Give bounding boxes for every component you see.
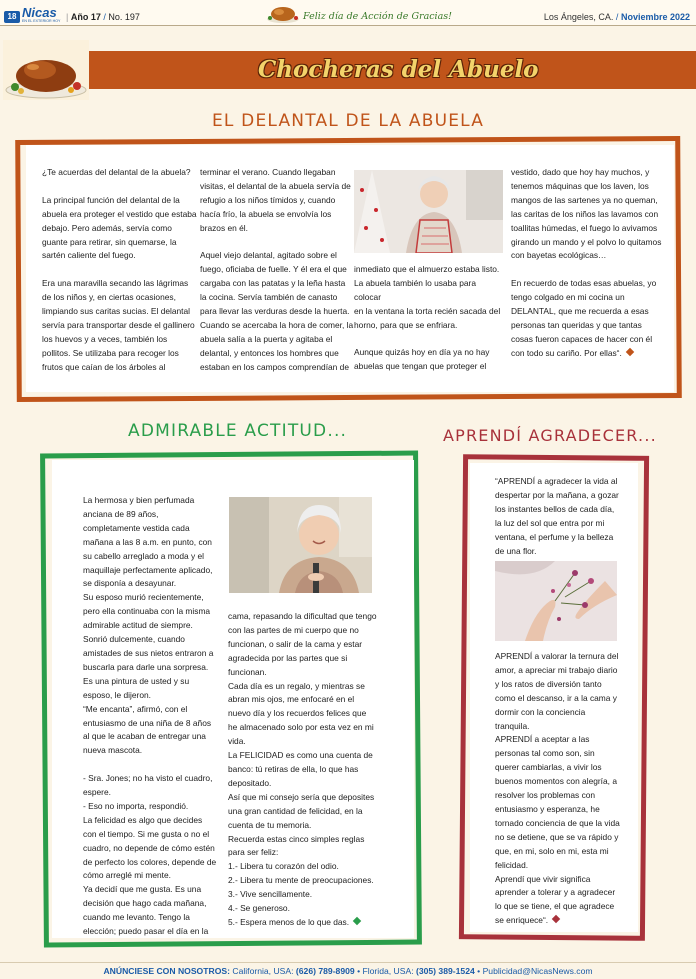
page-number-badge — [4, 11, 20, 23]
smiling-elderly-woman-photo — [229, 497, 372, 593]
agradecer-top — [495, 475, 640, 558]
actitud-line: abran mis ojos, me enfocaré en el — [228, 694, 355, 705]
delantal-col-1 — [42, 166, 202, 375]
actitud-line: anciana de 89 años, — [83, 508, 159, 519]
agradecer-line: que, en mi, solo en mi, esta mi — [495, 845, 609, 856]
actitud-line: nuevo día y los recuerdos felices que — [228, 708, 367, 719]
delantal-line: brazos en él. — [200, 222, 248, 233]
agradecer-line: la luz del sol que entra por mi — [495, 517, 605, 528]
delantal-col-2 — [200, 166, 358, 375]
agradecer-line: “APRENDÍ a agradecer la vida al — [495, 476, 618, 486]
delantal-line: DELANTAL, que me recuerda a esas — [511, 306, 649, 317]
actitud-line: 4.- Se generoso. — [228, 903, 290, 914]
actitud-line: su cabello arreglado a moda y el — [83, 550, 205, 561]
delantal-line: Cuando se acercaba la hora de comer, la — [200, 319, 354, 330]
actitud-line — [228, 916, 378, 930]
agradecer-bottom — [495, 650, 640, 928]
delantal-line: Era una maravilla secando las lágrimas — [42, 278, 189, 289]
actitud-line: depositado. — [228, 777, 272, 788]
footer-email[interactable]: Publicidad@NicasNews.com — [482, 966, 593, 976]
delantal-line: Aquel viejo delantal, agitado sobre el — [200, 250, 337, 261]
delantal-line: vestido, dado que hoy hay muchos, y — [511, 167, 650, 177]
actitud-line: vida. — [228, 736, 246, 747]
agradecer-line: amor, a apreciar mi trabajo diario — [495, 664, 618, 675]
agradecer-line: los instantes bellos de cada día, — [495, 503, 615, 514]
actitud-line: - Eso no importa, respondió. — [83, 800, 189, 811]
actitud-line: cuadro, no depende de cómo estén — [83, 842, 215, 853]
actitud-line: pero ella continuaba con la misma — [83, 606, 211, 617]
issue-info: | Año 17 / No. 197 — [66, 12, 140, 22]
footer — [0, 962, 696, 979]
delantal-line: los huevos y a veces, también los — [42, 333, 168, 344]
actitud-line: agradecida por las partes que si — [228, 652, 348, 663]
actitud-line: Sonrió dulcemente, cuando — [83, 634, 185, 645]
actitud-line: elección; puedo pasar el día en la — [83, 926, 209, 937]
actitud-line: mañana a las 8 a.m. en punto, con — [83, 536, 212, 547]
delantal-line: servía para transportar desde el gallinero — [42, 319, 195, 330]
end-diamond-icon — [353, 917, 361, 925]
delantal-line: terminar el verano. Cuando llegaban — [200, 167, 336, 177]
actitud-line: 3.- Vive sencillamente. — [228, 889, 313, 900]
page-number: 18 — [7, 12, 17, 21]
actitud-line: espere. — [83, 787, 111, 798]
actitud-line: esposo, le dijeron. — [83, 689, 151, 700]
location: Los Ángeles, CA. — [543, 12, 614, 22]
delantal-line: tengo colgado en mi cocina un — [511, 292, 625, 303]
agradecer-line: resolver los problemas con — [495, 790, 596, 801]
actitud-line: maquillaje perfectamente aplicado, — [83, 564, 213, 575]
footer-location-1: California, USA: — [232, 966, 294, 976]
actitud-line: banco: tú retiras de ella, lo que has — [228, 763, 359, 774]
logo-tagline: EN EL EXTERIOR HOY — [22, 19, 61, 23]
actitud-col-2 — [228, 610, 378, 930]
agradecer-line: buenos momentos con alegría, a — [495, 776, 617, 787]
delantal-line: limpiando sus caritas sucias. El delantal — [42, 306, 191, 317]
footer-phone-2: (305) 389-1524 — [415, 966, 475, 976]
actitud-line: con el tiempo. Si me gusta o no el — [83, 828, 210, 839]
delantal-line: tenemos máquinas que los laven, los — [511, 180, 649, 191]
delantal-line: de los niños y, en ciertas ocasiones, — [42, 292, 176, 303]
end-diamond-icon — [552, 915, 560, 923]
delantal-line: pollitos. Se utilizaba para recoger los — [42, 347, 179, 358]
agradecer-line: ventana, el perfume y la belleza — [495, 531, 614, 542]
actitud-line: amistades de sus nietos entraron a — [83, 647, 214, 658]
delantal-line: la cocina. Servía también de canasto — [200, 292, 338, 303]
actitud-line: - Sra. Jones; no ha visto el cuadro, — [83, 773, 213, 784]
grandmother-apron-photo — [354, 170, 503, 253]
agradecer-line — [495, 914, 640, 928]
agradecer-line: entusiasmo y esperanza, he — [495, 803, 600, 814]
delantal-line — [511, 347, 669, 361]
delantal-line: cargaba con las patatas y la leña hasta — [200, 278, 346, 289]
agradecer-line: tranquila. — [495, 720, 530, 731]
agradecer-line: personas tal como son, sin — [495, 748, 595, 759]
actitud-line-text: 5.- Espera menos de lo que das. — [228, 916, 350, 927]
actitud-line: funcionan, o salir de la cama y estar — [228, 638, 363, 649]
greeting: Feliz día de Acción de Gracias! — [303, 11, 452, 22]
actitud-line: Ya decidí que me gusta. Es una — [83, 884, 202, 895]
actitud-line: Es una pintura de usted y su — [83, 675, 190, 686]
delantal-line: En recuerdo de todas esas abuelas, yo — [511, 278, 657, 289]
date-separator: / — [615, 12, 619, 22]
agradecer-line: felicidad. — [495, 859, 529, 870]
delantal-line: abuela era proteger el vestido que estaba — [42, 208, 197, 219]
actitud-line: de perfecto los colores, depende de — [83, 856, 217, 867]
delantal-col-3 — [354, 263, 504, 374]
actitud-line: Cada día es un regalo, y mientras se — [228, 680, 365, 691]
end-diamond-icon — [626, 348, 634, 356]
actitud-line: he almacenado solo por esta vez en mi — [228, 722, 374, 733]
delantal-line: abuelas que tengan que proteger el — [354, 361, 487, 372]
actitud-line: admirable actitud de siempre. — [83, 620, 193, 631]
agradecer-title: APRENDÍ AGRADECER... — [443, 426, 657, 445]
actitud-line: para ser feliz: — [228, 847, 279, 858]
actitud-line: “Me encanta”, afirmó, con el — [83, 703, 188, 714]
delantal-line-text: con todo su cariño. Por ellas“. — [511, 347, 622, 358]
footer-label: ANÚNCIESE CON NOSOTROS: — [103, 966, 230, 976]
actitud-line: La FELICIDAD es como una cuenta de — [228, 750, 373, 761]
actitud-line: Así que mi consejo sería que deposites — [228, 791, 375, 802]
delantal-line: en la ventana la torta recién sacada del — [354, 305, 501, 316]
delantal-line: personas tan queridas y que tantas — [511, 319, 642, 330]
delantal-line: delantal, y entonces los hombres que — [200, 347, 339, 358]
actitud-line: al que le acaban de entregar una — [83, 731, 206, 742]
issue-number: No. 197 — [108, 12, 140, 22]
footer-location-2: Florida, USA: — [362, 966, 414, 976]
agradecer-line: tornado conciencia de que la vida — [495, 817, 620, 828]
delantal-col-4 — [511, 166, 669, 361]
actitud-line: completamente vestida cada — [83, 522, 190, 533]
agradecer-line: como el descanso, ir a la cama y — [495, 692, 617, 703]
delantal-line: visitas, el delantal de la abuela servía de — [200, 180, 351, 191]
logo-text: Nicas — [22, 5, 57, 20]
delantal-line: guante para retirar, sin quemarse, la — [42, 236, 177, 247]
actitud-line: buscarla para darle una sorpresa. — [83, 661, 209, 672]
delantal-line: frutos que caían de los árboles al — [42, 361, 166, 372]
delantal-line: con bayetas ecológicas… — [511, 250, 607, 261]
issue-year: Año 17 — [70, 12, 101, 22]
delantal-line: debajo. Pero además, servía como — [42, 222, 172, 233]
footer-phone-1: (626) 789-8909 — [295, 966, 355, 976]
delantal-line: refugio a los niños tímidos y, cuando — [200, 194, 336, 205]
actitud-line: cuenta de tu memoria. — [228, 819, 312, 830]
actitud-line: entusiasmo de una niña de 8 años — [83, 717, 212, 728]
delantal-line: las caritas de los niños las lavamos con — [511, 208, 659, 219]
actitud-line: decisión que hago cada mañana, — [83, 898, 207, 909]
actitud-line: 2.- Libera tu mente de preocupaciones. — [228, 875, 374, 886]
delantal-line: ¿Te acuerdas del delantal de la abuela? — [42, 167, 191, 177]
delantal-line: inmediato que el almuerzo estaba listo. — [354, 264, 500, 274]
agradecer-line: dormir con la conciencia — [495, 706, 586, 717]
footer-bullet-2: • — [477, 966, 481, 976]
agradecer-line: APRENDÍ a valorar la ternura del — [495, 651, 619, 661]
logo — [22, 7, 62, 24]
agradecer-line: querer cambiarlas, a vivir los — [495, 762, 602, 773]
delantal-line: abuela salía a la puerta y agitaba el — [200, 333, 333, 344]
actitud-line: nueva mascota. — [83, 745, 143, 756]
delantal-line: La principal función del delantal de la — [42, 194, 180, 205]
actitud-line: 1.- Libera tu corazón del odio. — [228, 861, 339, 872]
delantal-line: horno, para que se enfriara. — [354, 319, 458, 330]
actitud-line: cuando me levanto. Tengo la — [83, 912, 190, 923]
agradecer-line: y los ratos de diversión tanto — [495, 678, 602, 689]
actitud-line: Su esposo murió recientemente, — [83, 592, 204, 603]
actitud-line: La hermosa y bien perfumada — [83, 495, 195, 505]
actitud-line: funcionan. — [228, 666, 267, 677]
banner-title: Chocheras del Abuelo — [258, 56, 539, 83]
delantal-line: girando un mando y el polvo lo quitamos — [511, 236, 662, 247]
delantal-title: EL DELANTAL DE LA ABUELA — [211, 111, 485, 131]
actitud-line: La felicidad es algo que decides — [83, 814, 203, 825]
issue-separator: / — [103, 12, 106, 22]
delantal-line: fuego, oficiaba de fuelle. Y él era el que — [200, 264, 347, 275]
actitud-line: Recuerda estas cinco simples reglas — [228, 833, 365, 844]
actitud-line: con las partes de mi cuerpo que no — [228, 624, 359, 635]
location-date — [544, 12, 690, 23]
actitud-title: ADMIRABLE ACTITUD... — [128, 421, 348, 441]
delantal-line: mangos de las sartenes ya no queman, — [511, 194, 658, 205]
delantal-line: La abuela también lo usaba para colocar — [354, 277, 476, 302]
agradecer-line: lo que se tiene, el que agradece — [495, 901, 615, 912]
agradecer-line: despertar por la mañana, a gozar — [495, 489, 619, 500]
hands-with-flowers-photo — [495, 561, 617, 641]
delantal-line: Aunque quizás hoy en día ya no hay — [354, 347, 490, 358]
agradecer-line-text: se enriquece“. — [495, 915, 549, 926]
delantal-line: para llevar las verduras desde la huerta. — [200, 306, 350, 317]
delantal-line: hacía frío, la abuela se envolvía los — [200, 208, 332, 219]
delantal-line: toallitas húmedas, el fuego lo avivamos — [511, 222, 658, 233]
header-bar — [0, 0, 696, 26]
agradecer-line: de una flor. — [495, 545, 537, 556]
delantal-line: cosas fueron capaces de hacer con él — [511, 333, 653, 344]
actitud-col-1 — [83, 494, 231, 939]
footer-bullet-1: • — [357, 966, 361, 976]
actitud-line: se disponía a desayunar. — [83, 578, 177, 589]
actitud-line: una gran cantidad de felicidad, en la — [228, 805, 363, 816]
delantal-line: estaban en los campos comprendían de — [200, 361, 349, 372]
agradecer-line: APRENDÍ a aceptar a las — [495, 734, 590, 745]
date: Noviembre 2022 — [620, 12, 690, 22]
turkey-icon — [266, 2, 300, 24]
agradecer-line: aprender a tolerar y a agradecer — [495, 887, 616, 898]
agradecer-line: Aprendí que vivir significa — [495, 873, 591, 884]
actitud-line: cómo arreglé mi mente. — [83, 870, 171, 881]
agradecer-line: no se detiene, que se va rápido y — [495, 831, 619, 842]
delantal-line: sartén caliente del fuego. — [42, 250, 136, 261]
actitud-line: cama, repasando la dificultad que tengo — [228, 611, 377, 621]
roast-turkey-image — [3, 40, 89, 100]
